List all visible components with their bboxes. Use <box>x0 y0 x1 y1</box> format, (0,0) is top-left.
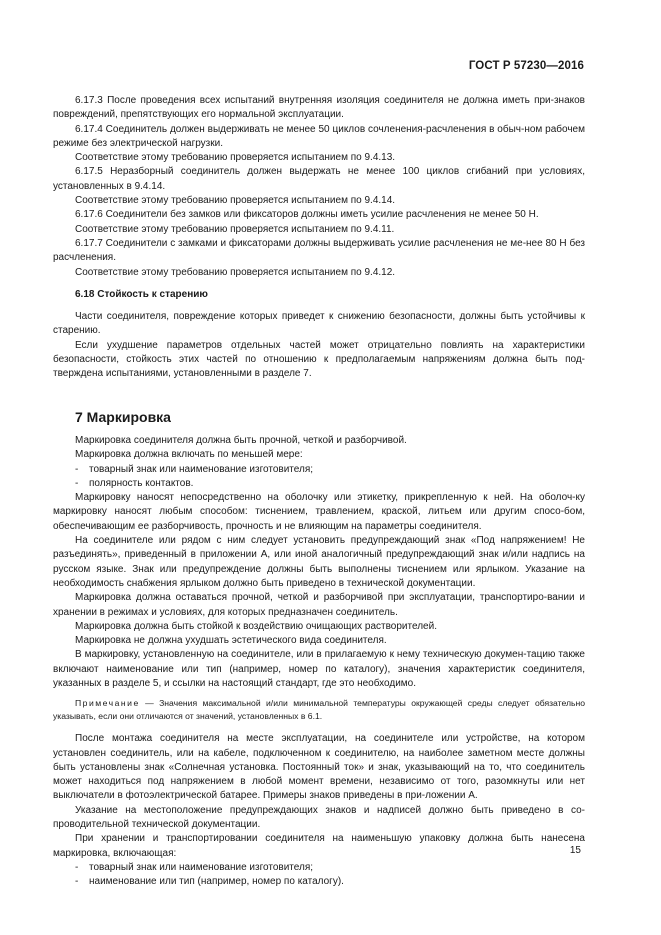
paragraph-marking-5: Маркировка должна оставаться прочной, четкой и разборчивой при эксплуатации, транспортиро-вании и хранении в режимах и условиях, для которых предназначен соединитель. <box>53 592 585 618</box>
standard-header: ГОСТ Р 57230—2016 <box>468 60 584 72</box>
paragraph-marking-11: При хранении и транспортировании соединителя на наименьшую упаковку должна быть нанесена маркировка, включающая: <box>53 833 585 859</box>
paragraph-marking-2: Маркировка должна включать по меньшей мере: <box>75 449 303 461</box>
paragraph-check-9-4-14: Соответствие этому требованию проверяется испытанием по 9.4.14. <box>75 195 396 207</box>
paragraph-marking-9: После монтажа соединителя на месте эксплуатации, на соединителе или устройстве, на котором установлен соединитель, или на кабеле, подключенном к соединителю, на наиболее заметном месте должны быть установлены знак «Солнечная установка. Постоянный ток» и знак, указывающий на то, что соединитель может находиться под напряжением в любой момент времени, независимо от того, разомкнуты или нет выключатели в фотоэлектрической батарее. Примеры знаков приведены в при-ложении А. <box>53 733 585 802</box>
list-item: - наименование или тип (например, номер по каталогу). <box>75 876 344 888</box>
paragraph-marking-7: Маркировка не должна ухудшать эстетического вида соединителя. <box>75 635 387 647</box>
section-heading-6-18: 6.18 Стойкость к старению <box>75 288 208 300</box>
list-item: - товарный знак или наименование изготовителя; <box>75 463 314 475</box>
paragraph-marking-6: Маркировка должна быть стойкой к воздействию очищающих растворителей. <box>75 620 437 632</box>
page-number: 15 <box>569 845 581 856</box>
page-content <box>53 94 585 890</box>
list-item: - товарный знак или наименование изготовителя; <box>75 861 314 873</box>
paragraph-check-9-4-13: Соответствие этому требованию проверяется испытанием по 9.4.13. <box>75 152 396 164</box>
paragraph-marking-8: В маркировку, установленную на соединителе, или в прилагаемую к нему техническую докумен-тацию также включают наименование или тип (например, номер по каталогу), значения характеристик соединителя, указанных в разделе 5, и ссылки на настоящий стандарт, где это необходимо. <box>53 649 585 689</box>
list-item: - полярность контактов. <box>75 477 194 489</box>
paragraph-check-9-4-11: Соответствие этому требованию проверяется испытанием по 9.4.11. <box>75 223 395 235</box>
paragraph-6-17-3: 6.17.3 После проведения всех испытаний внутренняя изоляция соединителя не должна иметь при-знаков повреждений, препятствующих его нормальной эксплуатации. <box>53 95 585 121</box>
paragraph-check-9-4-12: Соответствие этому требованию проверяется испытанием по 9.4.12. <box>75 266 396 278</box>
section-heading-7: 7 Маркировка <box>75 408 171 425</box>
paragraph-aging-2: Если ухудшение параметров отдельных частей может отрицательно повлиять на характеристики безопасности, стойкость этих частей по отношению к предполагаемым напряжениям должна быть под-тверждена испытаниями, установленными в разделе 7. <box>53 339 585 380</box>
paragraph-marking-1: Маркировка соединителя должна быть прочной, четкой и разборчивой. <box>75 434 407 446</box>
paragraph-aging-1: Части соединителя, повреждение которых приведет к снижению безопасности, должны быть устойчивы к старению. <box>53 311 585 337</box>
note-text: — Значения максимальной и/или минимальной температуры окружающей среды следует обязательно указывать, если они отличаются от значений, установленных в 6.1. <box>53 698 585 721</box>
note <box>53 697 585 722</box>
paragraph-6-17-6: 6.17.6 Соединители без замков или фиксаторов должны иметь усилие расчленения не менее 50 Н. <box>75 209 539 221</box>
paragraph-6-17-7: 6.17.7 Соединители с замками и фиксаторами должны выдерживать усилие расчленения не ме-нее 80 Н без расчленения. <box>53 237 585 264</box>
paragraph-marking-10: Указание на местоположение предупреждающих знаков и надписей должно быть приведено в со-проводительной технической документации. <box>53 804 585 831</box>
paragraph-marking-3: Маркировку наносят непосредственно на оболочку или этикетку, прикрепленную к ней. На оболоч-ку маркировку наносят любым способом: тиснением, травлением, краской, литьем или другим спосо-бом, обеспечивающим ее разборчивость, прочность и не влияющим на параметры соединителя. <box>53 492 585 532</box>
paragraph-marking-4: На соединителе или рядом с ним следует установить предупреждающий знак «Под напряжением! Не разъединять», приведенный в приложении А, или иной аналогичный предупреждающий знак и/или надпись на русском языке. Знак или предупреждение должны быть выполнены тиснением или ярлыком. Указание на необходимость снабжения ярлыком должно быть приведено в технической документации. <box>53 535 585 589</box>
note-label: Примечание <box>75 698 140 709</box>
paragraph-6-17-4: 6.17.4 Соединитель должен выдерживать не менее 50 циклов сочленения-расчленения в обыч-ном рабочем режиме без электрической нагрузки. <box>53 123 585 149</box>
paragraph-6-17-5: 6.17.5 Неразборный соединитель должен выдержать не менее 100 циклов сгибаний при условиях, установленных в 9.4.14. <box>53 166 585 192</box>
